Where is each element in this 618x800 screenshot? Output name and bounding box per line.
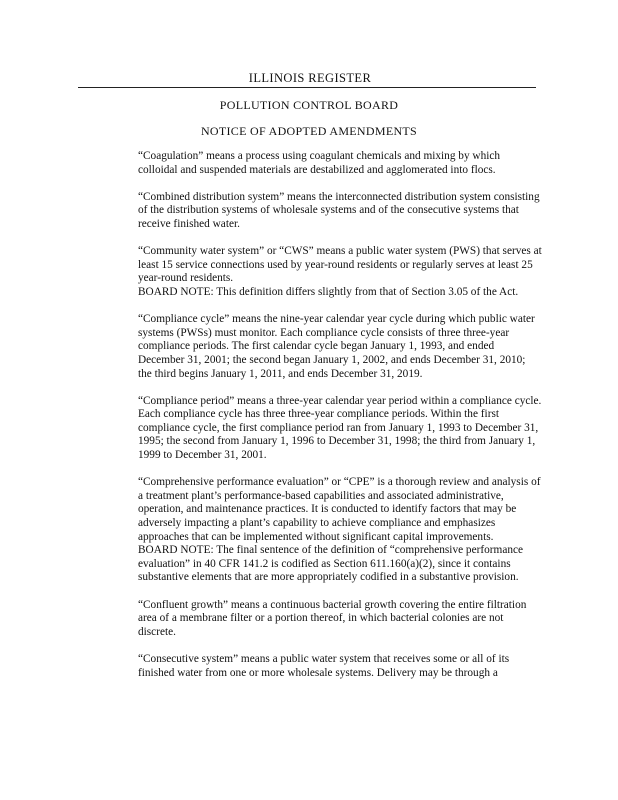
definition-community-water-system bbox=[138, 245, 542, 299]
header-rule bbox=[78, 87, 536, 88]
definition-compliance-period bbox=[138, 395, 542, 463]
board-note: BOARD NOTE: This definition differs slightly from that of Section 3.05 of the Act. bbox=[138, 285, 519, 298]
definition-text: “Combined distribution system” means the interconnected distribution system consisting of the distribution systems of wholesale systems and of the consecutive systems that receive finished water. bbox=[138, 190, 540, 230]
definition-text: “Compliance cycle” means the nine-year calendar year cycle during which public water systems (PWSs) must monitor. Each compliance cycle consists of three three-year compliance periods. The first calendar cycle began January 1, 1993, and ended December 31, 2001; the second began January 1, 2002, and ends December 31, 2010; the third begins January 1, 2011, and ends December 31, 2019. bbox=[138, 313, 535, 380]
definition-coagulation bbox=[138, 150, 542, 177]
definition-text: “Comprehensive performance evaluation” or “CPE” is a thorough review and analysis of a treatment plant’s performance-based capabilities and associated administrative, operation, and maintenance practices. It is conducted to identify factors that may be adversely impacting a plant’s capability to achieve compliance and emphasizes approaches that can be implemented without significant capital improvements. bbox=[138, 476, 541, 543]
board-note: BOARD NOTE: The final sentence of the definition of “comprehensive performance evaluation” in 40 CFR 141.2 is codified as Section 611.160(a)(2), since it contains substantive elements that are more appropriately codified in a substantive provision. bbox=[138, 544, 524, 584]
register-title: ILLINOIS REGISTER bbox=[248, 71, 372, 85]
definition-text: “Confluent growth” means a continuous bacterial growth covering the entire filtration area of a membrane filter or a portion thereof, in which bacterial colonies are not discrete. bbox=[138, 598, 527, 638]
board-name: POLLUTION CONTROL BOARD bbox=[219, 98, 399, 112]
definitions-body bbox=[138, 150, 542, 694]
definition-confluent-growth bbox=[138, 599, 542, 640]
definition-consecutive-system bbox=[138, 653, 542, 680]
definition-text: “Coagulation” means a process using coagulant chemicals and mixing by which colloidal and suspended materials are destabilized and agglomerated into flocs. bbox=[138, 150, 501, 176]
definition-text: “Community water system” or “CWS” means a public water system (PWS) that serves at least 15 service connections used by year-round residents or regularly serves at least 25 year-round residents. bbox=[138, 245, 542, 285]
definition-combined-distribution-system bbox=[138, 191, 542, 232]
definition-compliance-cycle bbox=[138, 313, 542, 381]
definition-text: “Compliance period” means a three-year calendar year period within a compliance cycle. Each compliance cycle has three three-year compliance periods. Within the first compliance cycle, the first compliance period ran from January 1, 1993 to December 31, 1995; the second from January 1, 1996 to December 31, 1998; the third from January 1, 1999 to December 31, 2001. bbox=[138, 394, 542, 462]
definition-text: “Consecutive system” means a public water system that receives some or all of its finished water from one or more wholesale systems. Delivery may be through a bbox=[138, 652, 510, 679]
definition-comprehensive-performance-evaluation bbox=[138, 476, 542, 585]
notice-title: NOTICE OF ADOPTED AMENDMENTS bbox=[200, 124, 418, 138]
